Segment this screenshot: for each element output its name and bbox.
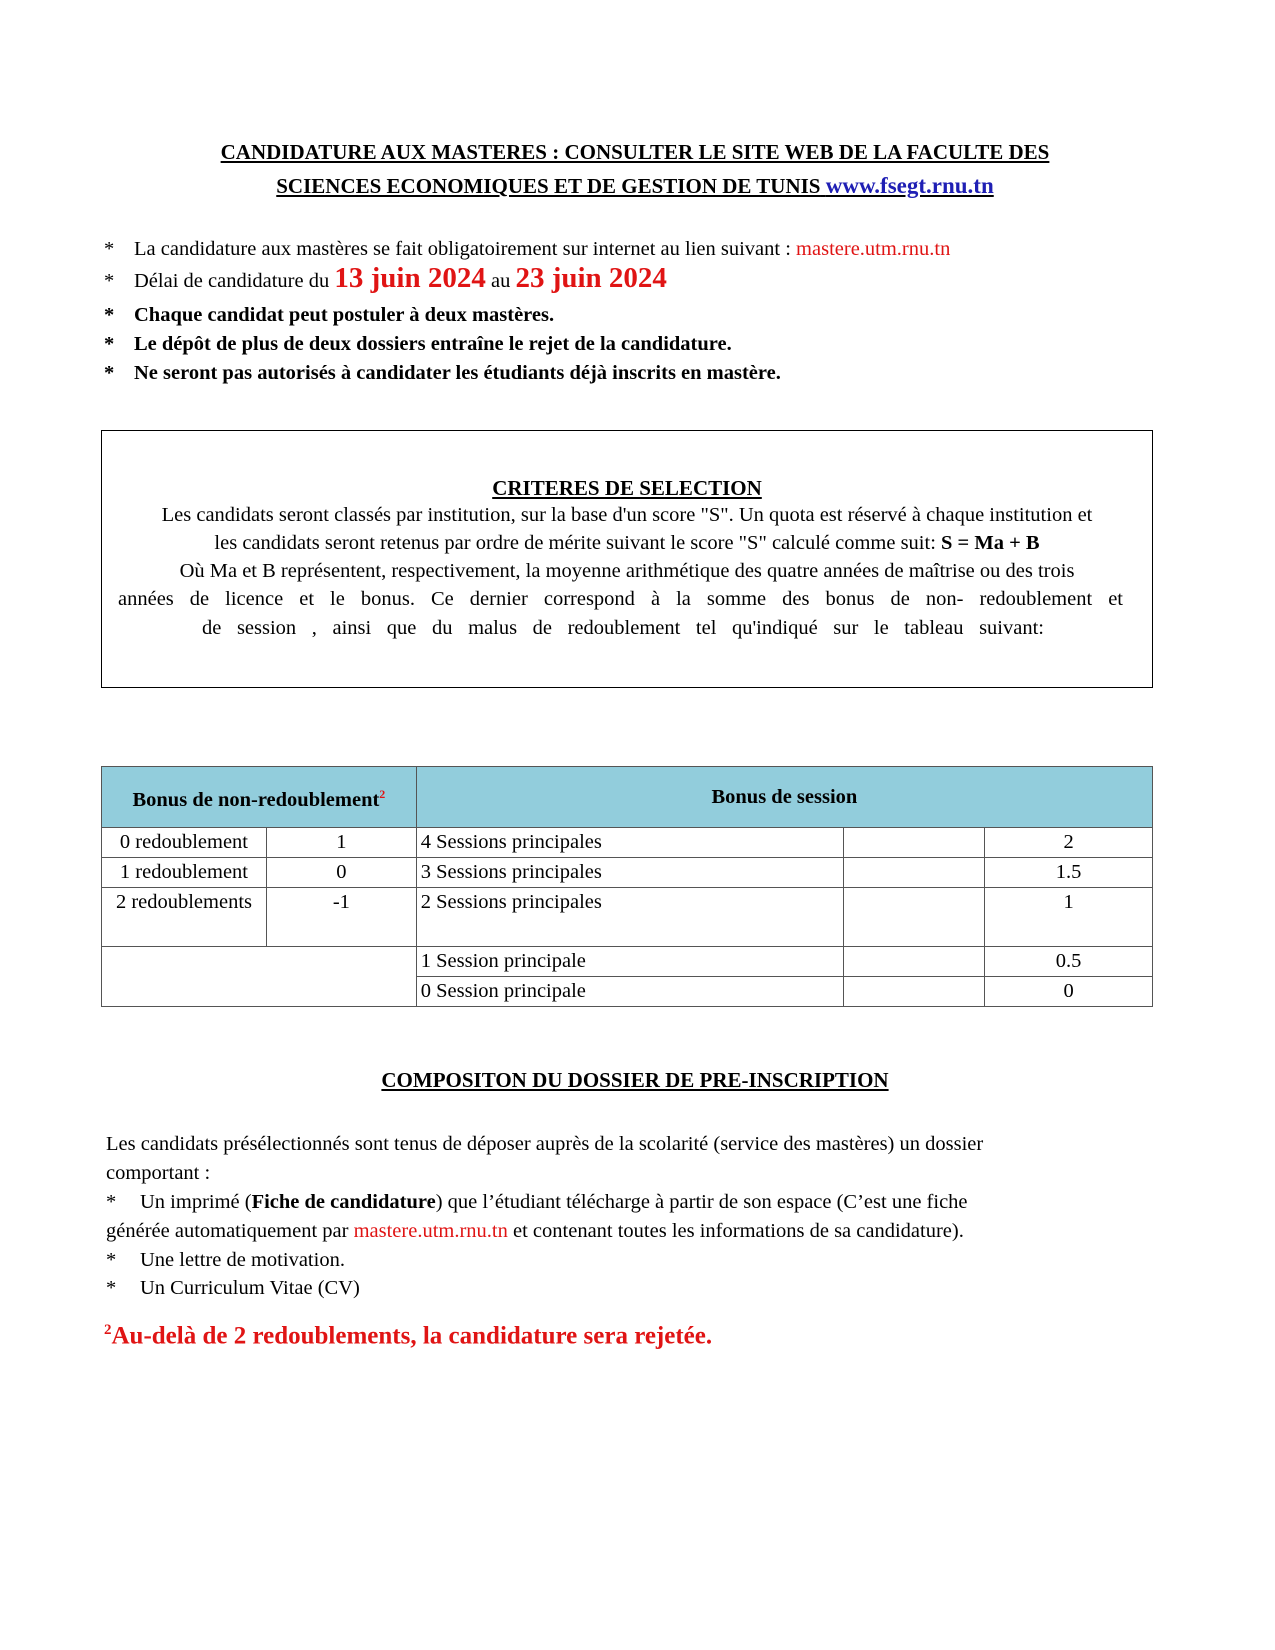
empty-cell: [844, 828, 985, 858]
bullet-star: *: [106, 1249, 117, 1271]
footnote-marker: 2: [379, 787, 386, 802]
bullet-star: *: [106, 1277, 117, 1299]
empty-cell: [844, 858, 985, 888]
criteria-line-5: de session , ainsi que du malus de redoublement tel qu'indiqué sur le tableau suivant:: [202, 617, 1044, 639]
criteria-line-3: Où Ma et B représentent, respectivement, la moyenne arithmétique des quatre années de maîtrise ou des trois: [179, 560, 1075, 582]
criteria-line-4: années de licence et le bonus. Ce dernier correspond à la somme des bonus de non- redoublement et: [118, 588, 1123, 610]
table-row: [102, 858, 1153, 888]
session-value: 1.5: [985, 858, 1153, 888]
session-label: 0 Session principale: [416, 977, 844, 1007]
table-row: [102, 828, 1153, 858]
bullet-already-enrolled: * Ne seront pas autorisés à candidater les étudiants déjà inscrits en mastère.: [104, 362, 781, 384]
header-session: Bonus de session: [416, 767, 1152, 828]
header-non-redoublement: Bonus de non-redoublement$^2$: [102, 767, 417, 828]
empty-cell: [844, 947, 985, 977]
criteria-title: CRITERES DE SELECTION: [492, 476, 762, 500]
title-line-1: CANDIDATURE AUX MASTERES : CONSULTER LE SITE WEB DE LA FACULTE DES: [220, 140, 1050, 164]
composition-intro: Les candidats présélectionnés sont tenus de déposer auprès de la scolarité (service des mastères) un dossier comportant :: [106, 1133, 984, 1184]
table-row: [102, 888, 1153, 947]
empty-cell: [102, 947, 417, 1007]
bullet-deadline: * Délai de candidature du 13 juin 2024 au 23 juin 2024: [104, 262, 667, 294]
fiche-candidature: Fiche de candidature: [251, 1191, 436, 1213]
page-title: [100, 136, 1170, 203]
table-row: [102, 947, 1153, 977]
session-value: 1: [985, 888, 1153, 947]
footnote-number: 2: [104, 1322, 112, 1338]
footnote: $^2$Au-delà de 2 redoublements, la candidature sera rejetée.: [104, 1322, 713, 1350]
composition-item-cv: * Un Curriculum Vitae (CV): [106, 1274, 1166, 1303]
bonus-table: [101, 766, 1153, 1007]
mastere-link[interactable]: mastere.utm.rnu.tn: [796, 238, 951, 260]
criteria-box: [101, 430, 1153, 688]
mastere-link-2[interactable]: mastere.utm.rnu.tn: [353, 1220, 508, 1242]
bullet-rejection-rule: * Le dépôt de plus de deux dossiers entraîne le rejet de la candidature.: [104, 333, 732, 355]
redoublement-label: 0 redoublement: [102, 828, 267, 858]
composition-item-letter: * Une lettre de motivation.: [106, 1246, 1166, 1275]
session-label: 1 Session principale: [416, 947, 844, 977]
start-date: 13 juin 2024: [334, 262, 486, 294]
bullet-star: *: [104, 362, 115, 384]
redoublement-label: 1 redoublement: [102, 858, 267, 888]
composition-item-form: * Un imprimé (Fiche de candidature) que l’étudiant télécharge à partir de son espace (C’est une fiche générée automatiquement par mastere.utm.rnu.tn et contenant toutes les informations de sa candidature).: [106, 1188, 1166, 1246]
redoublement-label: 2 redoublements: [102, 888, 267, 947]
bullet-star: *: [104, 238, 115, 260]
session-value: 0.5: [985, 947, 1153, 977]
redoublement-value: 0: [266, 858, 416, 888]
end-date: 23 juin 2024: [515, 262, 667, 294]
empty-cell: [844, 888, 985, 947]
criteria-line-2: les candidats seront retenus par ordre de mérite suivant le score "S" calculé comme suit: S = Ma + B: [214, 532, 1040, 554]
empty-cell: [844, 977, 985, 1007]
bullet-star: *: [104, 270, 115, 292]
session-value: 0: [985, 977, 1153, 1007]
score-formula: S = Ma + B: [941, 532, 1040, 554]
bullet-star: *: [104, 333, 115, 355]
redoublement-value: 1: [266, 828, 416, 858]
session-label: 4 Sessions principales: [416, 828, 844, 858]
composition-title: COMPOSITON DU DOSSIER DE PRE-INSCRIPTION: [381, 1068, 889, 1092]
title-line-2: SCIENCES ECONOMIQUES ET DE GESTION DE TUNIS www.fsegt.rnu.tn: [276, 173, 994, 198]
bullet-star: *: [104, 304, 115, 326]
session-label: 3 Sessions principales: [416, 858, 844, 888]
faculty-url-link[interactable]: www.fsegt.rnu.tn: [825, 173, 994, 198]
bullet-star: *: [106, 1191, 117, 1213]
criteria-line-1: Les candidats seront classés par institution, sur la base d'un score "S". Un quota est réservé à chaque institution et: [161, 504, 1093, 526]
bullet-online-application: * La candidature aux mastères se fait obligatoirement sur internet au lien suivant : mastere.utm.rnu.tn: [104, 238, 951, 260]
redoublement-value: -1: [266, 888, 416, 947]
bullet-two-masters: * Chaque candidat peut postuler à deux mastères.: [104, 304, 555, 326]
session-label: 2 Sessions principales: [416, 888, 844, 947]
session-value: 2: [985, 828, 1153, 858]
table-header-row: [102, 767, 1153, 828]
